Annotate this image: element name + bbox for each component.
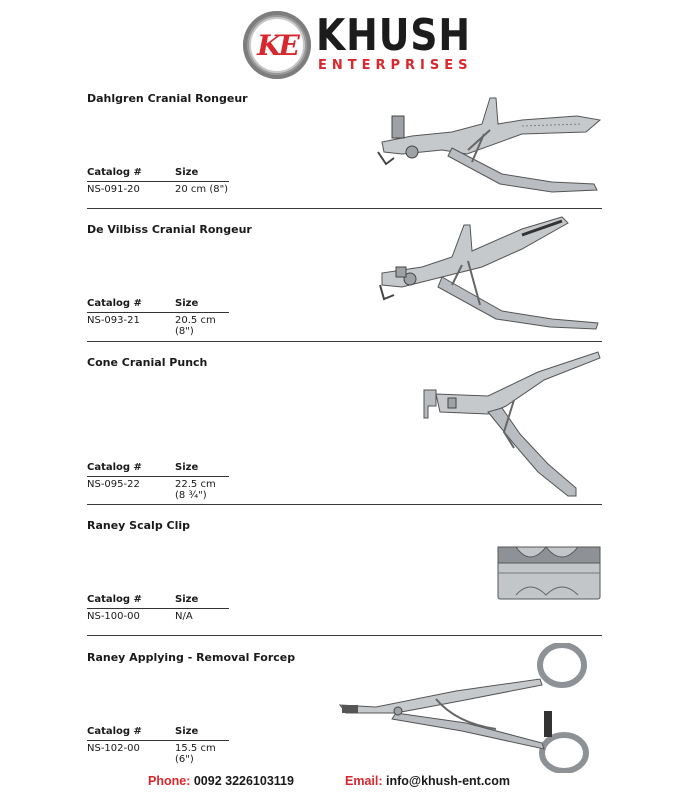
- punch-icon: [418, 348, 602, 500]
- catalog-number: NS-095-22: [87, 479, 140, 490]
- brand-name: KHUSH: [316, 10, 471, 61]
- rongeur-icon: [372, 92, 602, 197]
- divider: [87, 341, 602, 342]
- size-value: N/A: [175, 611, 193, 622]
- footer: [0, 774, 689, 792]
- spec-table: [87, 462, 229, 501]
- catalog-header: Catalog #: [87, 726, 142, 737]
- catalog-header: Catalog #: [87, 594, 142, 605]
- size-value: 20 cm (8"): [175, 184, 229, 195]
- phone-number[interactable]: 0092 3226103119: [193, 774, 294, 788]
- brand-tagline: ENTERPRISES: [318, 58, 473, 73]
- catalog-number: NS-102-00: [87, 743, 140, 754]
- divider: [87, 504, 602, 505]
- product-title: De Vilbiss Cranial Rongeur: [87, 223, 252, 236]
- divider: [87, 208, 602, 209]
- size-header: Size: [175, 462, 199, 473]
- divider: [87, 635, 602, 636]
- size-header: Size: [175, 298, 199, 309]
- footer-email: [345, 774, 510, 788]
- size-value: 20.5 cm (8"): [175, 315, 216, 337]
- spec-table: [87, 726, 229, 765]
- logo: [243, 11, 311, 79]
- footer-phone: [148, 774, 294, 788]
- size-header: Size: [175, 726, 199, 737]
- size-header: Size: [175, 594, 199, 605]
- forcep-icon: [336, 643, 596, 773]
- catalog-number: NS-091-20: [87, 184, 140, 195]
- clip-icon: [496, 543, 602, 601]
- email-label: Email:: [345, 774, 383, 788]
- product-title: Cone Cranial Punch: [87, 356, 208, 369]
- catalog-number: NS-100-00: [87, 611, 140, 622]
- product-title: Dahlgren Cranial Rongeur: [87, 92, 248, 105]
- catalog-number: NS-093-21: [87, 315, 140, 326]
- logo-monogram: KE: [257, 28, 297, 62]
- size-value: 15.5 cm (6"): [175, 743, 216, 765]
- product-title: Raney Applying - Removal Forcep: [87, 651, 296, 664]
- spec-table: [87, 298, 229, 337]
- product-title: Raney Scalp Clip: [87, 519, 191, 532]
- catalog-header: Catalog #: [87, 167, 142, 178]
- rongeur-icon: [372, 215, 602, 333]
- header: [0, 0, 689, 85]
- spec-table: [87, 594, 229, 623]
- catalog-header: Catalog #: [87, 298, 142, 309]
- size-value: 22.5 cm (8 ¾"): [175, 479, 216, 501]
- catalog-header: Catalog #: [87, 462, 142, 473]
- size-header: Size: [175, 167, 199, 178]
- phone-label: Phone:: [148, 774, 191, 788]
- spec-table: [87, 167, 229, 196]
- email-address[interactable]: info@khush-ent.com: [386, 774, 510, 788]
